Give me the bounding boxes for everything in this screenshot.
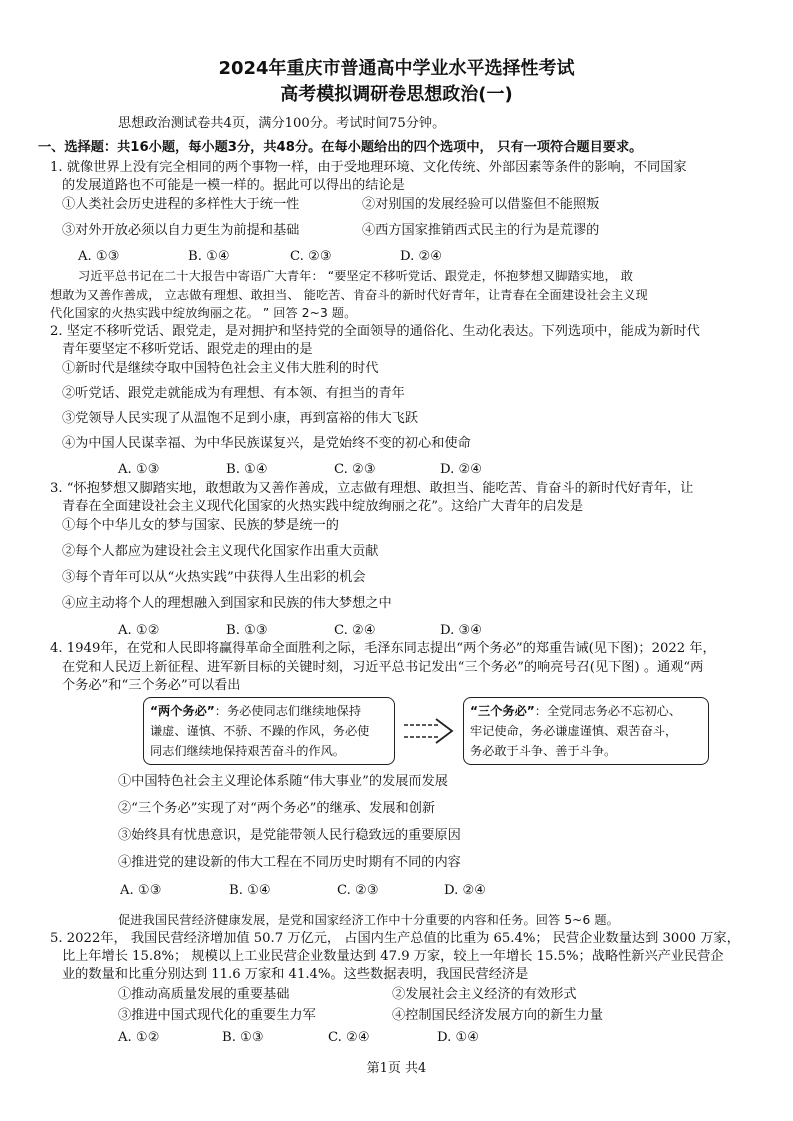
q5-choice-b: B. ①③ — [222, 1030, 264, 1045]
q3-choice-d: D. ③④ — [440, 623, 483, 638]
q4-choice-b: B. ①④ — [229, 883, 271, 898]
q3-option-2: ②每个人都应为建设社会主义现代化国家作出重大贡献 — [62, 544, 379, 559]
q5-stem-line1: 5. 2022年， 我国民营经济增加值 50.7 万亿元， 占国内生产总值的比重为 65.4%； 民营企业数量达到 3000 万家， — [50, 931, 740, 946]
q1-option-3: ③对外开放必须以自力更生为前提和基础 — [62, 223, 300, 238]
q3-option-1: ①每个中华儿女的梦与国家、民族的梦是统一的 — [62, 518, 339, 533]
three-musts-line2: 牢记使命，务必谦虚谨慎、艰苦奋斗， — [470, 724, 678, 738]
q1-choice-c: C. ②③ — [290, 249, 332, 264]
q2-choice-c: C. ②③ — [334, 462, 376, 477]
q4-stem-line3: 个务必”和“三个务必”可以看出 — [62, 678, 241, 693]
q2-option-3: ③党领导人民实现了从温饱不足到小康，再到富裕的伟大飞跃 — [62, 411, 419, 426]
q1-choice-a: A. ①③ — [78, 249, 120, 264]
three-musts-box — [463, 697, 709, 765]
q3-choice-b: B. ①③ — [226, 623, 268, 638]
three-musts-line1: ：全党同志务必不忘初心、 — [534, 704, 682, 718]
q1-stem-line2: 的发展道路也不可能是一模一样的。据此可以得出的结论是 — [62, 178, 405, 193]
q2-choice-a: A. ①③ — [118, 462, 160, 477]
q2-option-4: ④为中国人民谋幸福、为中华民族谋复兴，是党始终不变的初心和使命 — [62, 436, 471, 451]
q4-choice-c: C. ②③ — [337, 883, 379, 898]
two-musts-line3: 同志们继续地保持艰苦奋斗的作风。 — [150, 744, 345, 758]
q5-option-4: ④控制国民经济发展方向的新生力量 — [392, 1008, 603, 1023]
q3-choice-c: C. ②④ — [334, 623, 376, 638]
two-musts-line2: 谦虚、谨慎、不骄、不躁的作风，务必使 — [150, 724, 370, 738]
three-musts-heading: “三个务必” — [470, 704, 535, 718]
two-musts-heading: “两个务必” — [150, 704, 215, 718]
q5-choice-c: C. ②④ — [328, 1030, 370, 1045]
q1-stem-line1: 1. 就像世界上没有完全相同的两个事物一样，由于受地理环境、文化传统、外部因素等条件的影响，不同国家 — [50, 160, 687, 175]
q4-choice-a: A. ①③ — [120, 883, 162, 898]
q2-stem-line2: 青年要坚定不移听党话、跟党走的理由的是 — [62, 342, 313, 357]
q2-choice-b: B. ①④ — [226, 462, 268, 477]
q4-stem-line1: 4. 1949年，在党和人民即将赢得革命全面胜利之际，毛泽东同志提出“两个务必”的郑重告诫(见下图)；2022 年， — [50, 641, 716, 656]
q5-choice-d: D. ①④ — [437, 1030, 480, 1045]
q1-option-2: ②对别国的发展经验可以借鉴但不能照叛 — [362, 197, 600, 212]
q3-choice-a: A. ①② — [118, 623, 160, 638]
q3-option-4: ④应主动将个人的理想融入到国家和民族的伟大梦想之中 — [62, 596, 392, 611]
material1-line2: 想敢为又善作善成， 立志做有理想、敢担当、 能吃苦、肯奋斗的新时代好青年，让青春在全面建设社会主义现 — [50, 288, 648, 302]
exam-title-line1: 2024年重庆市普通高中学业水平选择性考试 — [218, 58, 575, 79]
section-heading: 一、选择题：共16小题，每小题3分，共48分。在每小题给出的四个选项中， 只有一项符合题目要求。 — [38, 140, 643, 155]
q4-option-4: ④推进党的建设新的伟大工程在不同历史时期有不同的内容 — [118, 855, 461, 870]
q5-option-3: ③推进中国式现代化的重要生力军 — [118, 1008, 316, 1023]
exam-intro: 思想政治测试卷共4页，满分100分。考试时间75分钟。 — [118, 116, 446, 131]
q5-stem-line2: 比上年增长 15.8%； 规模以上工业民营企业数量达到 47.9 万家，较上一年增长 15.5%；战略性新兴产业民营企 — [62, 949, 724, 964]
two-musts-box — [143, 697, 395, 765]
two-musts-line1: ：务必使同志们继续地保持 — [214, 704, 362, 718]
three-musts-line3: 务必敢于斗争、善于斗争。 — [470, 744, 617, 758]
q1-choice-b: B. ①④ — [188, 249, 230, 264]
q3-stem-line1: 3. “怀抱梦想又脚踏实地，敢想敢为又善作善成，立志做有理想、敢担当、能吃苦、肯奋斗的新时代好青年，让 — [50, 481, 694, 496]
q4-choice-d: D. ②④ — [444, 883, 487, 898]
q4-stem-line2: 在党和人民迈上新征程、进军新目标的关键时刻，习近平总书记发出“三个务必”的响亮号召(见下图) 。通观“两 — [62, 660, 704, 675]
q5-option-1: ①推动高质量发展的重要基础 — [118, 987, 290, 1002]
q5-option-2: ②发展社会主义经济的有效形式 — [392, 987, 577, 1002]
material-2: 促进我国民营经济健康发展，是党和国家经济工作中十分重要的内容和任务。回答 5~6 题。 — [118, 913, 619, 927]
q2-option-2: ②听党话、跟党走就能成为有理想、有本领、有担当的青年 — [62, 386, 405, 401]
q4-option-3: ③始终具有忧患意识，是党能带领人民行稳致远的重要原因 — [118, 828, 461, 843]
exam-title-line2: 高考模拟调研卷思想政治(一) — [280, 84, 513, 105]
q3-stem-line2: 青春在全面建设社会主义现代化国家的火热实践中绽放绚丽之花”。这给广大青年的启发是 — [62, 499, 584, 514]
q4-option-1: ①中国特色社会主义理论体系随“伟大事业”的发展而发展 — [118, 774, 448, 789]
q4-option-2: ②“三个务必”实现了对“两个务必”的继承、发展和创新 — [118, 801, 436, 816]
q3-option-3: ③每个青年可以从“火热实践”中获得人生出彩的机会 — [62, 570, 366, 585]
dashed-arrow-icon — [402, 718, 456, 744]
material1-line3: 代化国家的火热实践中绽放绚丽之花。 ” 回答 2~3 题。 — [50, 306, 357, 320]
q2-option-1: ①新时代是继续夺取中国特色社会主义伟大胜利的时代 — [62, 361, 379, 376]
q2-stem-line1: 2. 坚定不移听党话、跟党走，是对拥护和坚持党的全面领导的通俗化、生动化表达。下列选项中，能成为新时代 — [50, 324, 700, 339]
page-footer: 第1页 共4 — [366, 1061, 427, 1076]
material1-line1: 习近平总书记在二十大报告中寄语广大青年： “要坚定不移听党话、跟党走，怀抱梦想又脚踏实地， 敢 — [78, 269, 634, 283]
q2-choice-d: D. ②④ — [440, 462, 483, 477]
q5-choice-a: A. ①② — [118, 1030, 160, 1045]
q1-option-4: ④西方国家推销西式民主的行为是荒谬的 — [362, 223, 600, 238]
q1-choice-d: D. ②④ — [400, 249, 443, 264]
q5-stem-line3: 业的数量和比重分别达到 11.6 万家和 41.4%。这些数据表明，我国民营经济是 — [62, 967, 529, 982]
q1-option-1: ①人类社会历史进程的多样性大于统一性 — [62, 197, 300, 212]
